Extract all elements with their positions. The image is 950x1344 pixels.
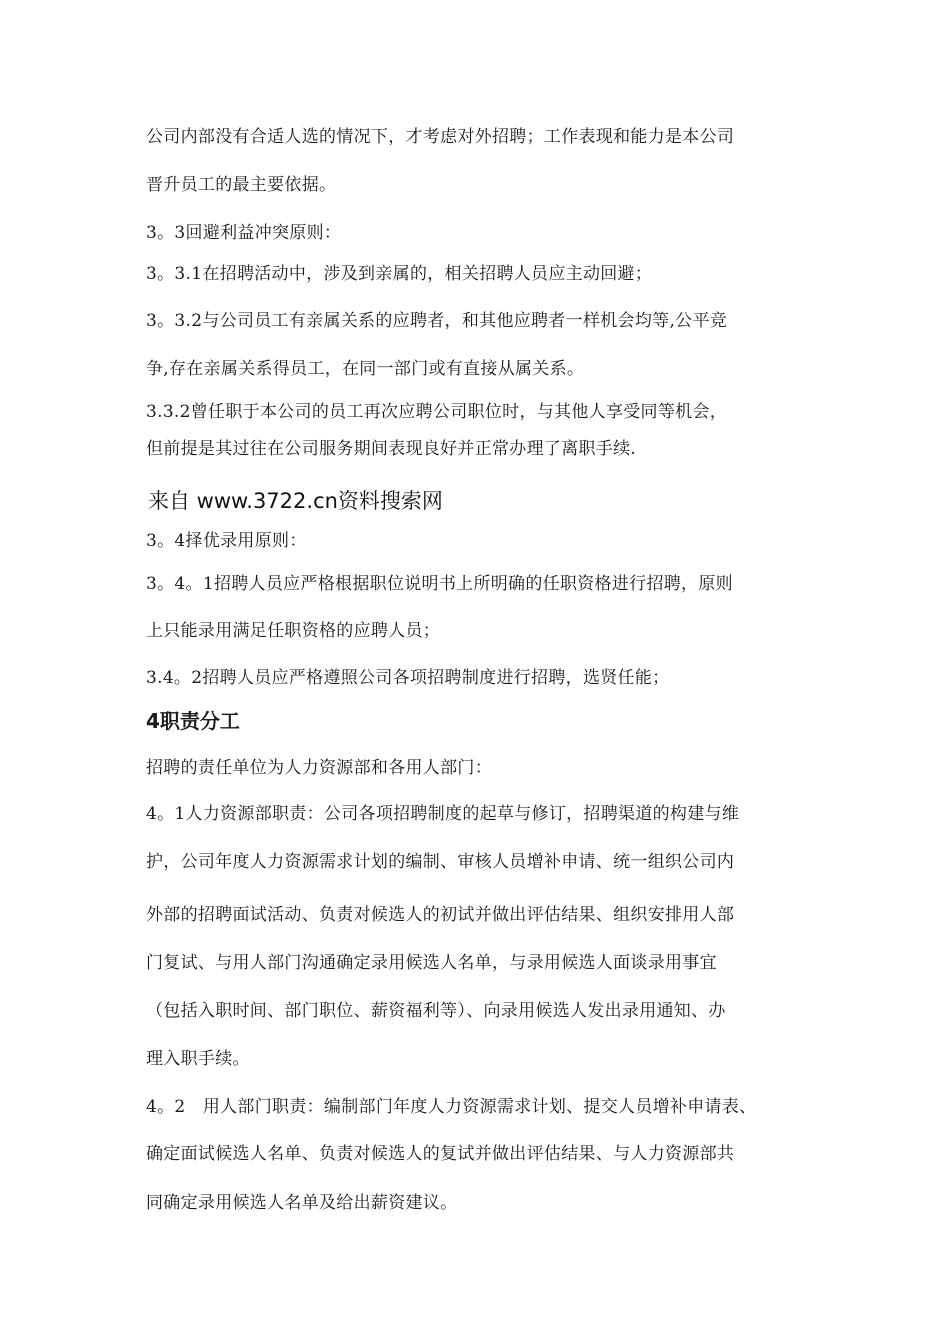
section-heading: 4职责分工 [146, 709, 240, 733]
paragraph-line: 外部的招聘面试活动、负责对候选人的初试并做出评估结果、组织安排用人部 [146, 905, 735, 925]
paragraph-line: 确定面试候选人名单、负责对候选人的复试并做出评估结果、与人力资源部共 [146, 1144, 735, 1164]
paragraph-line: 门复试、与用人部门沟通确定录用候选人名单，与录用候选人面谈录用事宜 [146, 953, 717, 973]
paragraph-line: 3。4。1招聘人员应严格根据职位说明书上所明确的任职资格进行招聘，原则 [146, 574, 733, 594]
paragraph-line: 3。3回避利益冲突原则： [146, 223, 342, 243]
paragraph-line: 3。3.1在招聘活动中，涉及到亲属的，相关招聘人员应主动回避； [146, 264, 653, 284]
paragraph-line: 3.4。2招聘人员应严格遵照公司各项招聘制度进行招聘，选贤任能； [146, 668, 670, 688]
paragraph-line: 同确定录用候选人名单及给出薪资建议。 [146, 1193, 458, 1213]
paragraph-line: 上只能录用满足任职资格的应聘人员； [146, 621, 441, 641]
paragraph-line: 3。3.2与公司员工有亲属关系的应聘者，和其他应聘者一样机会均等,公平竞 [146, 311, 728, 331]
paragraph-line: 晋升员工的最主要依据。 [146, 175, 337, 195]
paragraph-line: 但前提是其过往在公司服务期间表现良好并正常办理了离职手续. [146, 439, 637, 459]
paragraph-line: 3.3.2曾任职于本公司的员工再次应聘公司职位时，与其他人享受同等机会， [146, 402, 728, 422]
paragraph-line: （包括入职时间、部门职位、薪资福利等）、向录用候选人发出录用通知、办 [146, 1001, 726, 1021]
paragraph-line: 3。4择优录用原则： [146, 531, 307, 551]
paragraph-line: 4。1人力资源部职责：公司各项招聘制度的起草与修订，招聘渠道的构建与维 [146, 804, 740, 824]
paragraph-line: 争,存在亲属关系得员工，在同一部门或有直接从属关系。 [146, 359, 585, 379]
paragraph-line: 理入职手续。 [146, 1049, 250, 1069]
paragraph-line: 公司内部没有合适人选的情况下，才考虑对外招聘；工作表现和能力是本公司 [146, 127, 735, 147]
paragraph-line: 招聘的责任单位为人力资源部和各用人部门： [146, 758, 492, 778]
paragraph-line: 护，公司年度人力资源需求计划的编制、审核人员增补申请、统一组织公司内 [146, 852, 735, 872]
source-watermark: 来自 www.3722.cn资料搜索网 [148, 489, 443, 513]
paragraph-line: 4。2 用人部门职责：编制部门年度人力资源需求计划、提交人员增补申请表、 [146, 1097, 757, 1117]
